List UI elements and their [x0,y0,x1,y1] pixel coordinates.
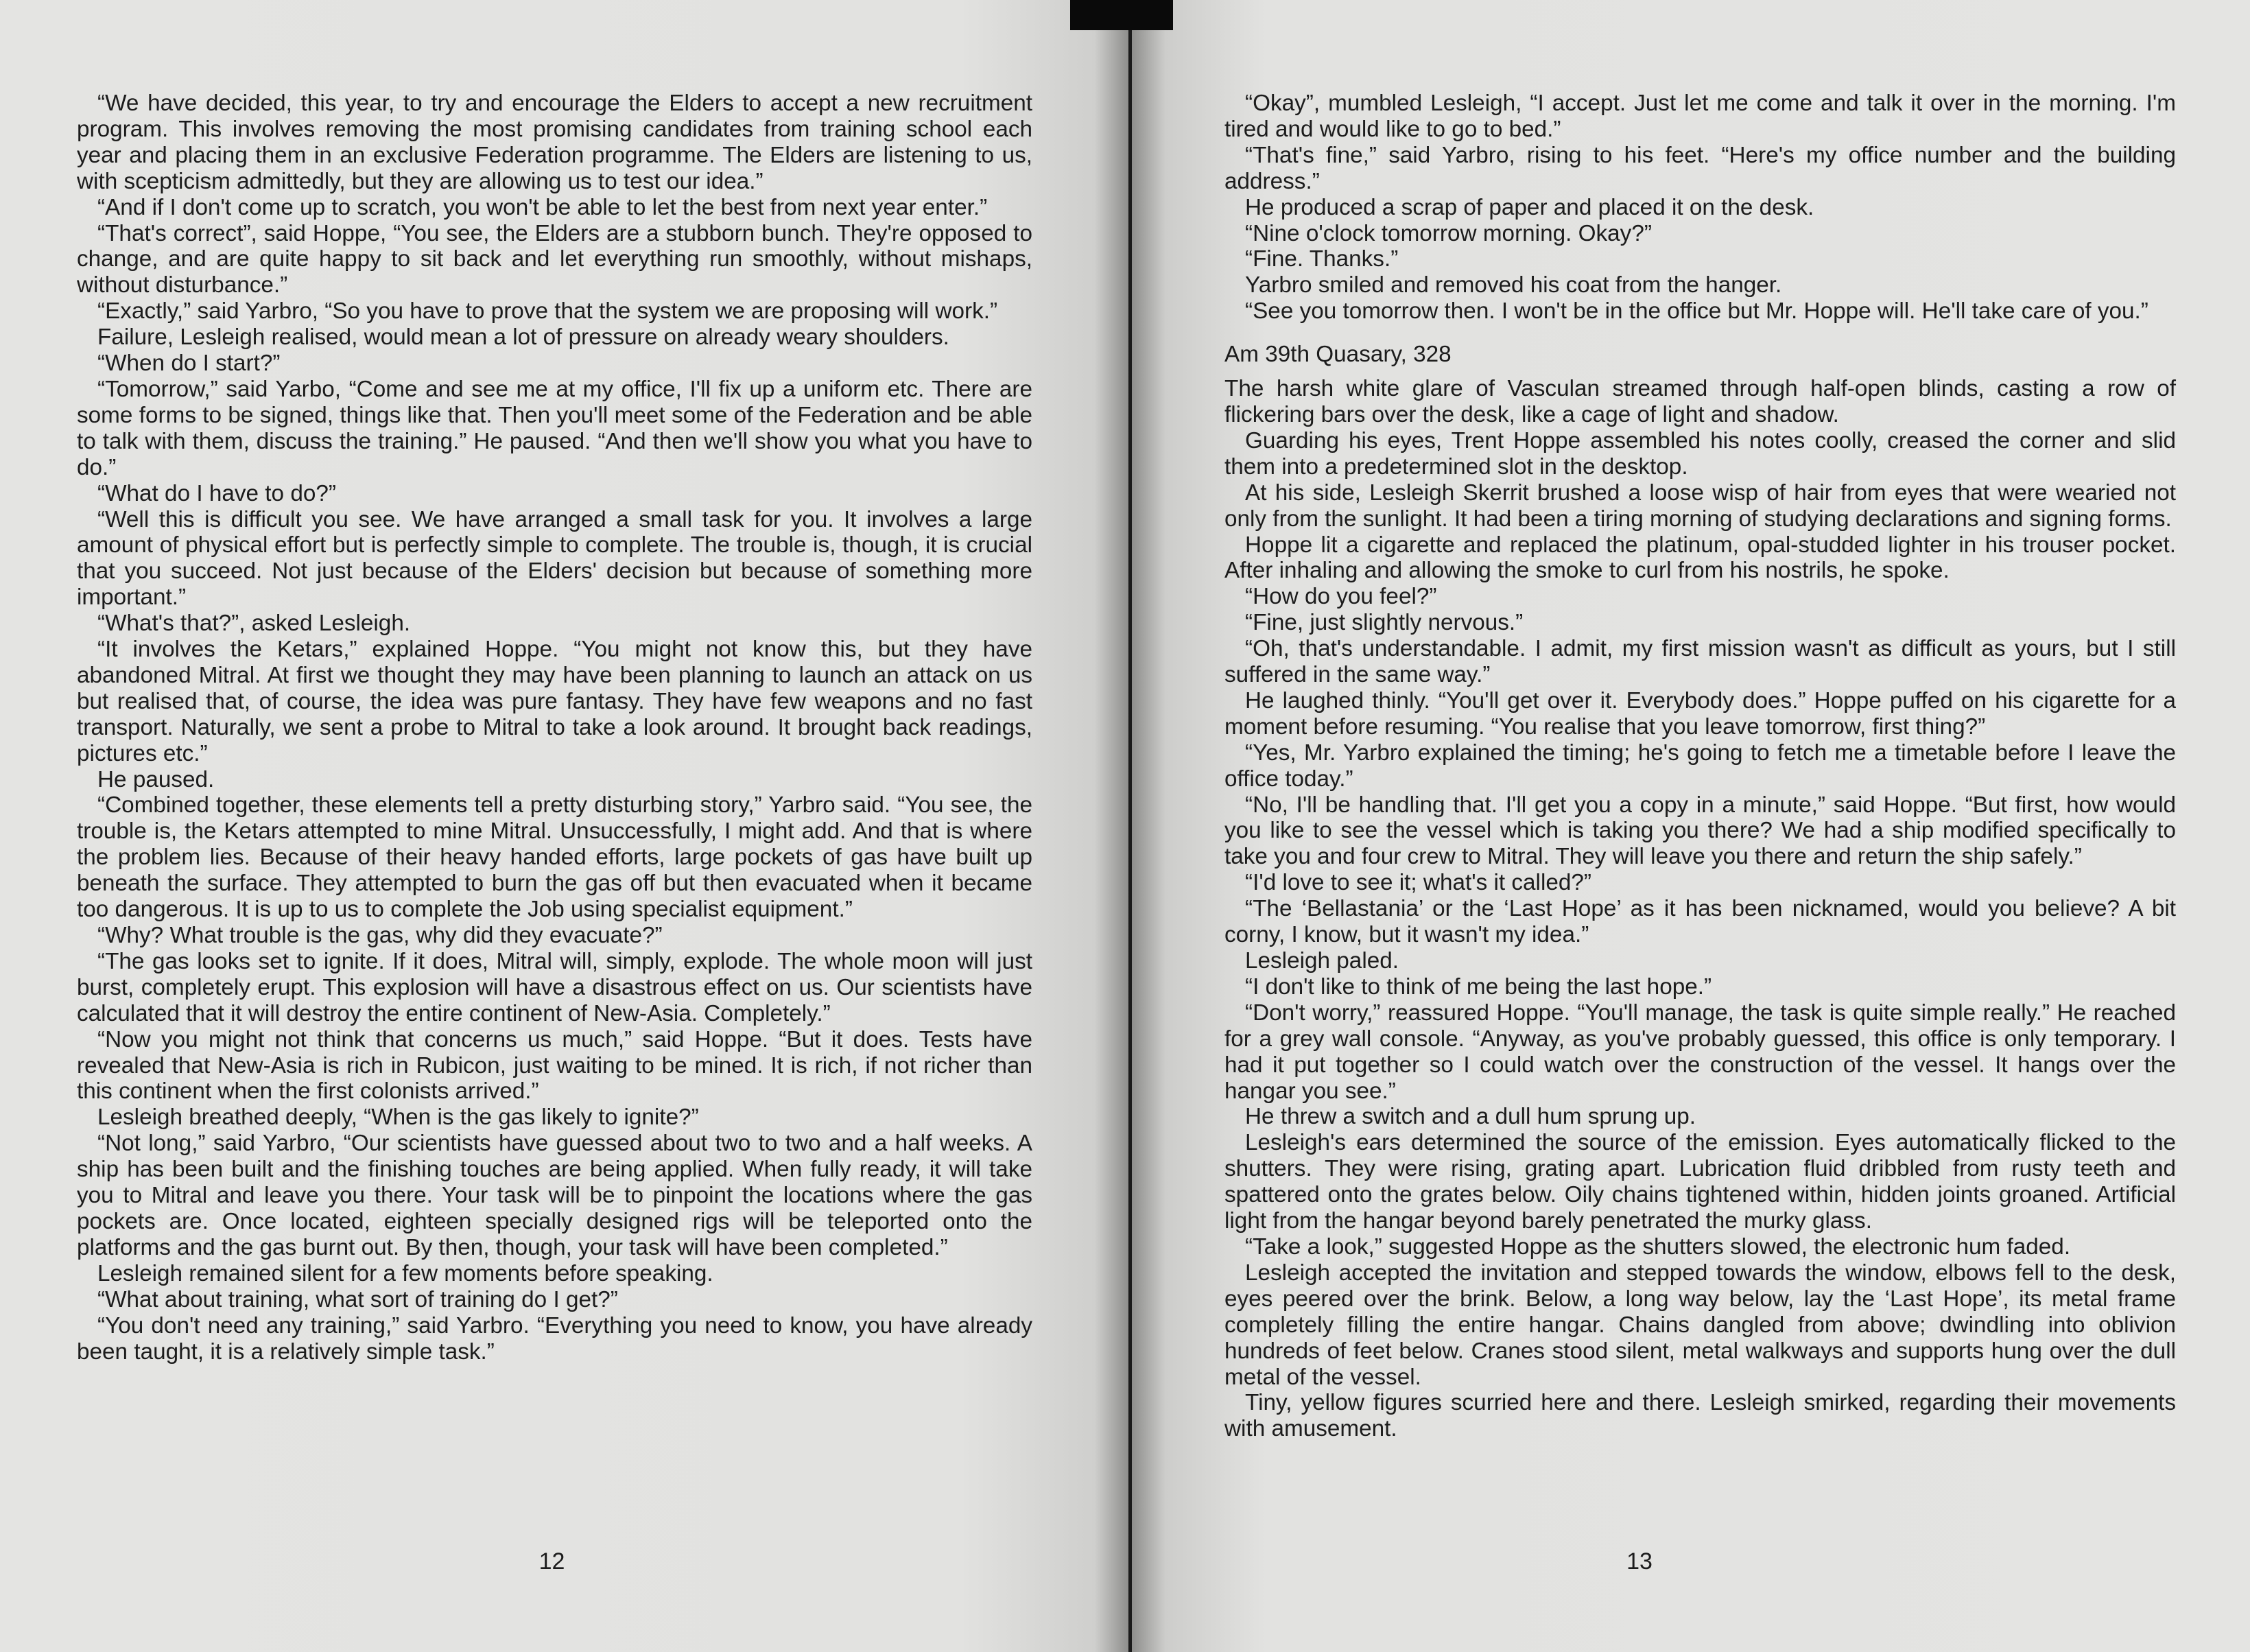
paragraph: He paused. [97,766,215,792]
paragraph: “Not long,” said Yarbro, “Our scientists have guessed about two to two and a half weeks. A ship has been built and the finishing touches are being applied. When fully ready, it will take you to Mitral and leave you there. Your task will be to pinpoint the locations where the gas pockets are. Once located, eighteen specially designed rigs will be teleported onto the platforms and the gas burnt out. By then, though, your task will have been completed.” [77,1131,1032,1260]
paragraph: “How do you feel?” [1245,584,1437,610]
paragraph: Yarbro smiled and removed his coat from the hanger. [1245,272,1782,298]
paragraph: “Take a look,” suggested Hoppe as the shutters slowed, the electronic hum faded. [1245,1234,2071,1260]
paragraph: “What about training, what sort of training do I get?” [97,1286,618,1312]
paragraph: “You don't need any training,” said Yarbro. “Everything you need to know, you have already been taught, it is a relatively simple task.” [77,1312,1032,1365]
paragraph: Lesleigh remained silent for a few moments before speaking. [97,1260,713,1286]
paragraph: At his side, Lesleigh Skerrit brushed a loose wisp of hair from eyes that were wearied not only from the sunlight. It had been a tiring morning of studying declarations and signing forms. [1224,480,2176,532]
paragraph: “Fine. Thanks.” [1245,246,1399,272]
paragraph: “We have decided, this year, to try and encourage the Elders to accept a new recruitment program. This involves removing the most promising candidates from training school each year and placing them in an exclusive Federation programme. The Elders are listening to us, with scepticism admittedly, but they are allowing us to test our idea.” [77,91,1032,194]
paragraph: “I don't like to think of me being the last hope.” [1245,974,1712,1000]
paragraph: He produced a scrap of paper and placed it on the desk. [1245,194,1814,220]
paragraph: He threw a switch and a dull hum sprung up. [1245,1104,1696,1130]
paragraph: “Tomorrow,” said Yarbo, “Come and see me at my office, I'll fix up a uniform etc. There are some forms to be signed, things like that. Then you'll meet some of the Federation and be able to talk with them, discuss the training.” He paused. “And then we'll show you what you have to do.” [77,376,1032,480]
date-heading: Am 39th Quasary, 328 [1224,342,1452,368]
paragraph: “That's fine,” said Yarbro, rising to his feet. “Here's my office number and the building address.” [1224,142,2176,194]
paragraph: “And if I don't come up to scratch, you won't be able to let the best from next year enter.” [97,194,988,220]
paragraph: “I'd love to see it; what's it called?” [1245,870,1591,896]
paragraph: “See you tomorrow then. I won't be in the office but Mr. Hoppe will. He'll take care of you.” [1245,298,2148,324]
paragraph: Tiny, yellow figures scurried here and there. Lesleigh smirked, regarding their movements with amusement. [1224,1390,2176,1442]
paragraph: Hoppe lit a cigarette and replaced the platinum, opal-studded lighter in his trouser pocket. After inhaling and allowing the smoke to curl from his nostrils, he spoke. [1224,532,2176,584]
paragraph: “What do I have to do?” [97,480,336,506]
left-page-text [77,91,1032,1365]
paragraph: “Okay”, mumbled Lesleigh, “I accept. Just let me come and talk it over in the morning. I'm tired and would like to go to bed.” [1224,91,2176,142]
paragraph: Lesleigh breathed deeply, “When is the gas likely to ignite?” [97,1105,699,1131]
paragraph: “That's correct”, said Hoppe, “You see, the Elders are a stubborn bunch. They're opposed to change, and are quite happy to sit back and let everything run smoothly, without mishaps, without disturbance.” [77,220,1032,298]
paragraph: “Now you might not think that concerns us much,” said Hoppe. “But it does. Tests have revealed that New-Asia is rich in Rubicon, just waiting to be mined. It is rich, if not richer than this continent when the first colonists arrived.” [77,1026,1032,1105]
paragraph: Lesleigh accepted the invitation and stepped towards the window, elbows fell to the desk, eyes peered over the brink. Below, a long way below, lay the ‘Last Hope’, its metal frame completely filling the entire hangar. Chains dangled from above; dwindling into oblivion hundreds of feet below. Cranes stood silent, metal walkways and supports hung over the dull metal of the vessel. [1224,1260,2176,1390]
right-page-text [1224,91,2176,1442]
page-number-right: 13 [1626,1548,1653,1574]
paragraph: “No, I'll be handling that. I'll get you a copy in a minute,” said Hoppe. “But first, how would you like to see the vessel which is taking you there? We had a ship modified specifically to take you and four crew to Mitral. They will leave you there and return the ship safely.” [1224,792,2176,870]
paragraph: “Nine o'clock tomorrow morning. Okay?” [1245,220,1652,246]
right-page [1132,0,2250,1652]
paragraph: “Oh, that's understandable. I admit, my first mission wasn't as difficult as yours, but I still suffered in the same way.” [1224,636,2176,688]
paragraph: “Why? What trouble is the gas, why did they evacuate?” [97,923,663,948]
paragraph: Lesleigh paled. [1245,948,1399,974]
paragraph: “Combined together, these elements tell a pretty disturbing story,” Yarbro said. “You see, the trouble is, the Ketars attempted to mine Mitral. Unsuccessfully, I might add. And that is where the problem lies. Because of their heavy handed efforts, large pockets of gas have built up beneath the surface. They attempted to burn the gas off but then evacuated when it became too dangerous. It is up to us to complete the Job using specialist equipment.” [77,792,1032,923]
paragraph: “Yes, Mr. Yarbro explained the timing; he's going to fetch me a timetable before I leave the office today.” [1224,740,2176,792]
paragraph: “Well this is difficult you see. We have arranged a small task for you. It involves a large amount of physical effort but is perfectly simple to complete. The trouble is, though, it is crucial that you succeed. Not just because of the Elders' decision but because of something more important.” [77,506,1032,611]
paragraph: “The gas looks set to ignite. If it does, Mitral will, simply, explode. The whole moon will just burst, completely erupt. This explosion will have a disastrous effect on us. Our scientists have calculated that it will destroy the entire continent of New-Asia. Completely.” [77,948,1032,1026]
paragraph: “It involves the Ketars,” explained Hoppe. “You might not know this, but they have abandoned Mitral. At first we thought they may have been planning to launch an attack on us but realised that, of course, the idea was pure fantasy. They have few weapons and no fast transport. Naturally, we sent a probe to Mitral to take a look around. It brought back readings, pictures etc.” [77,637,1032,766]
paragraph: “Fine, just slightly nervous.” [1245,610,1524,636]
paragraph: “Exactly,” said Yarbro, “So you have to prove that the system we are proposing will work.” [97,298,998,324]
paragraph: “Don't worry,” reassured Hoppe. “You'll manage, the task is quite simple really.” He reached for a grey wall console. “Anyway, as you've probably guessed, this office is only temporary. I had it put together so I could watch over the construction of the vessel. It hangs over the hangar you see.” [1224,1000,2176,1104]
paragraph: The harsh white glare of Vasculan streamed through half-open blinds, casting a row of flickering bars over the desk, like a cage of light and shadow. [1224,376,2176,427]
paragraph: “The ‘Bellastania’ or the ‘Last Hope’ as it has been nicknamed, would you believe? A bit corny, I know, but it wasn't my idea.” [1224,896,2176,948]
paragraph: He laughed thinly. “You'll get over it. Everybody does.” Hoppe puffed on his cigarette for a moment before resuming. “You realise that you leave tomorrow, first thing?” [1224,687,2176,740]
paragraph: “What's that?”, asked Lesleigh. [97,611,411,637]
paragraph: Lesleigh's ears determined the source of the emission. Eyes automatically flicked to the shutters. They were rising, grating apart. Lubrication fluid dribbled from rusty teeth and spattered onto the grates below. Oily chains tightened within, hidden joints groaned. Artificial light from the hangar beyond barely penetrated the murky glass. [1224,1130,2176,1234]
page-number-left: 12 [538,1548,565,1574]
spine-shadow [1070,0,1173,30]
paragraph: Guarding his eyes, Trent Hoppe assembled his notes coolly, creased the corner and slid them into a predetermined slot in the desktop. [1224,427,2176,480]
paragraph: “When do I start?” [97,351,281,377]
paragraph: Failure, Lesleigh realised, would mean a lot of pressure on already weary shoulders. [97,324,949,351]
